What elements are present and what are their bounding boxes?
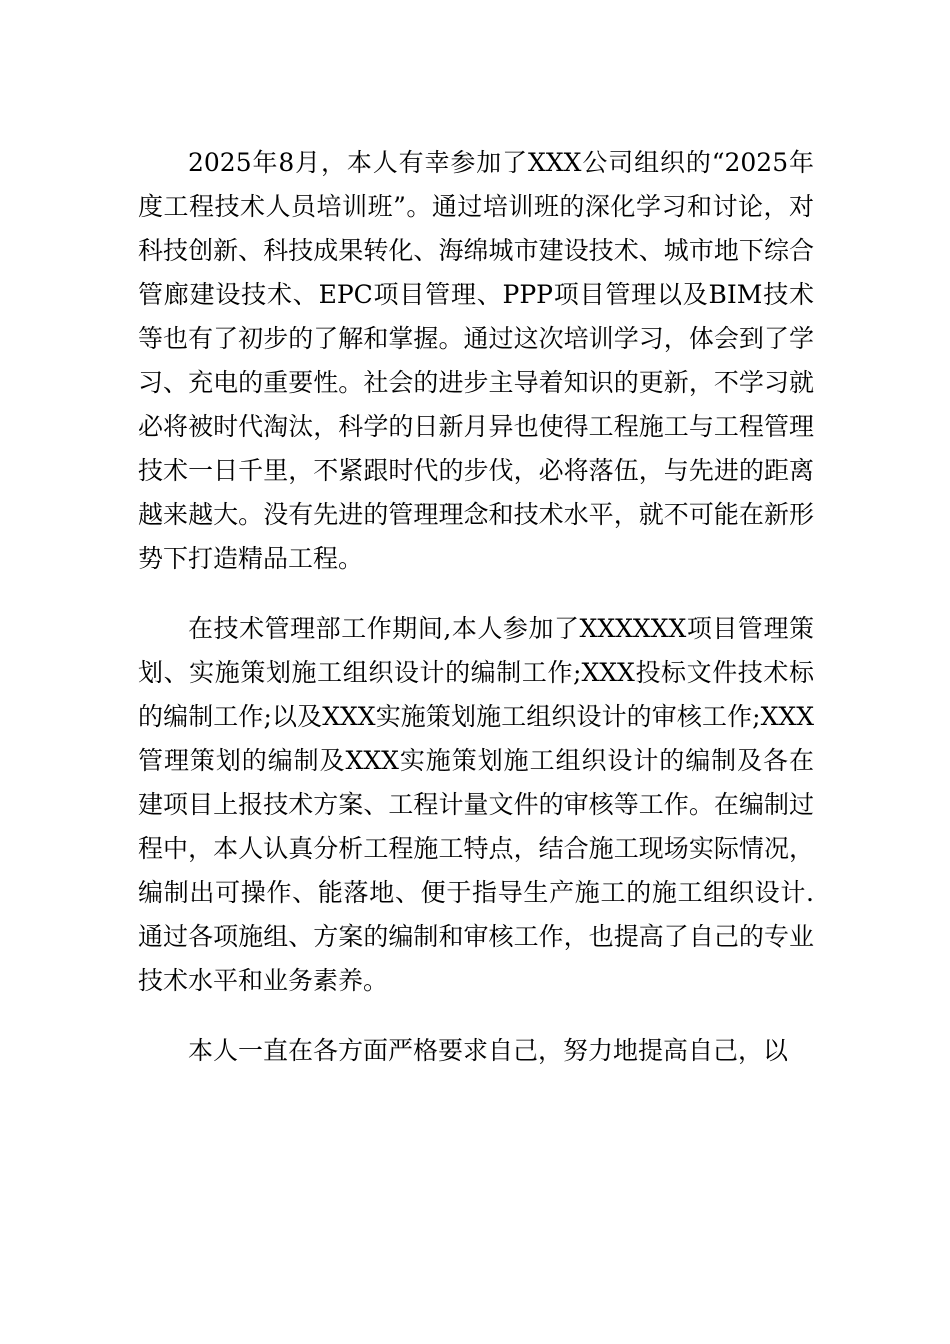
paragraph-technical-management: 在技术管理部工作期间,本人参加了XXXXXX项目管理策划、实施策划施工组织设计的编制工作;XXX投标文件技术标的编制工作;以及XXX实施策划施工组织设计的审核工作;XXX管理策划的编制及XXX实施策划施工组织设计的编制及各在建项目上报技术方案、工程计量文件的审核等工作。在编制过程中，本人认真分析工程施工特点，结合施工现场实际情况，编制出可操作、能落地、便于指导生产施工的施工组织设计.通过各项施组、方案的编制和审核工作，也提高了自己的专业技术水平和业务素养。 <box>138 614 814 995</box>
paragraph-self-requirement: 本人一直在各方面严格要求自己，努力地提高自己，以 <box>188 1036 789 1065</box>
paragraph-training: 2025年8月，本人有幸参加了XXX公司组织的“2025年度工程技术人员培训班”。通过培训班的深化学习和讨论，对科技创新、科技成果转化、海绵城市建设技术、城市地下综合管廊建设技术、EPC项目管理、PPP项目管理以及BIM技术等也有了初步的了解和掌握。通过这次培训学习，体会到了学习、充电的重要性。社会的进步主导着知识的更新，不学习就必将被时代淘汰，科学的日新月异也使得工程施工与工程管理技术一日千里，不紧跟时代的步伐，必将落伍，与先进的距离越来越大。没有先进的管理理念和技术水平，就不可能在新形势下打造精品工程。 <box>138 148 814 573</box>
document-body <box>138 141 814 1073</box>
